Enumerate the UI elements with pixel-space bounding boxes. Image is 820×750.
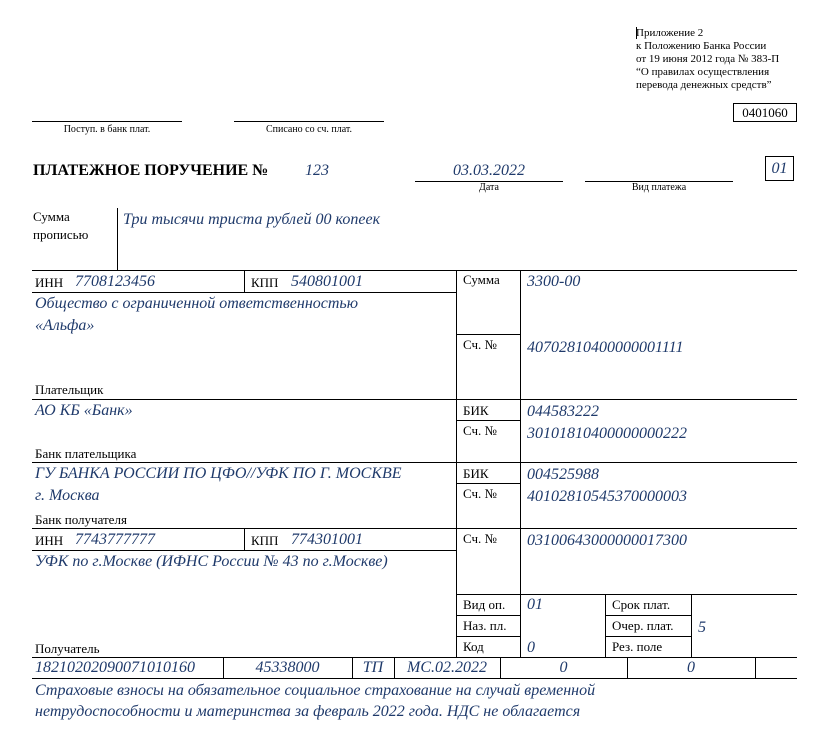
annex-line-3: от 19 июня 2012 года № 383-П: [636, 53, 780, 65]
received-line: [32, 121, 182, 122]
payer-bank-acc: 30101810400000000222: [527, 425, 687, 442]
purpose-code-label: Наз. пл.: [463, 618, 507, 633]
op-type-label: Вид оп.: [463, 597, 506, 612]
payer-bank-bik-label: БИК: [463, 403, 489, 418]
grid-line: [755, 657, 756, 678]
payer-kpp-label: КПП: [251, 275, 279, 290]
payer-account: 40702810400000001111: [527, 339, 684, 356]
grid-line: [32, 462, 797, 463]
payee-acc: 03100643000000017300: [527, 532, 687, 549]
debited-line: [234, 121, 384, 122]
grid-line: [32, 550, 456, 551]
doc-date: 03.03.2022: [453, 162, 525, 179]
kbk-value: 18210202090071010160: [35, 659, 195, 676]
amount-value: 3300-00: [527, 273, 581, 290]
payer-inn: 7708123456: [75, 273, 155, 290]
grid-line: [244, 270, 245, 292]
amount-words-divider: [117, 208, 118, 270]
received-label: Поступ. в банк плат.: [63, 124, 151, 135]
payee-bank-bik: 004525988: [527, 466, 599, 483]
grid-line: [456, 594, 797, 595]
payee-bank-name-line-1: ГУ БАНКА РОССИИ ПО ЦФО//УФК ПО Г. МОСКВЕ: [35, 465, 402, 482]
payee-inn: 7743777777: [75, 531, 155, 548]
payer-account-label: Сч. №: [463, 337, 497, 352]
grid-line: [520, 270, 521, 657]
due-date-label: Срок плат.: [612, 597, 671, 612]
payer-kpp: 540801001: [291, 273, 363, 290]
grid-line: [605, 636, 691, 637]
amount-label: Сумма: [463, 272, 500, 287]
grid-line: [32, 270, 797, 271]
code-value: 0: [527, 639, 535, 656]
grid-line: [32, 678, 797, 679]
purpose-line-2: нетрудоспособности и материнства за февраль 2022 года. НДС не облагается: [35, 703, 581, 720]
form-code-box: 0401060: [733, 103, 797, 122]
grid-line: [32, 528, 797, 529]
grid-line: [456, 270, 457, 657]
grid-line: [605, 594, 606, 657]
payee-inn-label: ИНН: [35, 533, 64, 548]
payer-bank-acc-label: Сч. №: [463, 423, 497, 438]
op-type-value: 01: [527, 596, 543, 613]
grid-line: [456, 615, 520, 616]
oktmo-value: 45338000: [255, 659, 320, 676]
priority-value: 5: [698, 619, 706, 636]
grid-line: [244, 528, 245, 550]
debited-label: Списано со сч. плат.: [265, 124, 353, 135]
purpose-line-1: Страховые взносы на обязательное социальное страхование на случай временной: [35, 682, 596, 699]
payee-label: Получатель: [35, 641, 100, 656]
code-label: Код: [463, 639, 484, 654]
annex-note: [636, 27, 779, 92]
payee-bank-bik-label: БИК: [463, 466, 489, 481]
payee-kpp-label: КПП: [251, 533, 279, 548]
payer-inn-label: ИНН: [35, 275, 64, 290]
grid-line: [456, 636, 520, 637]
payee-bank-name-line-2: г. Москва: [35, 487, 100, 504]
amount-words-label-1: Сумма: [33, 209, 70, 224]
payer-bank-label: Банк плательщика: [35, 446, 137, 461]
annex-line-4: “О правилах осуществления: [636, 66, 770, 78]
payer-bank-name: АО КБ «Банк»: [35, 402, 133, 419]
annex-line-2: к Положению Банка России: [636, 40, 767, 52]
annex-line-1: Приложение 2: [636, 27, 704, 39]
amount-words-value: Три тысячи триста рублей 00 копеек: [123, 211, 381, 228]
payee-bank-label: Банк получателя: [35, 512, 127, 527]
date-label: Дата: [479, 182, 499, 193]
payee-acc-label: Сч. №: [463, 531, 497, 546]
grid-line: [32, 657, 797, 658]
amount-words-label-2: прописью: [33, 227, 89, 242]
payer-bank-bik: 044583222: [527, 403, 599, 420]
grid-line: [605, 615, 691, 616]
payee-name: УФК по г.Москве (ИФНС России № 43 по г.Москве): [35, 553, 388, 570]
grid-line: [32, 399, 797, 400]
doc-number: 123: [305, 162, 329, 179]
payer-label: Плательщик: [35, 382, 104, 397]
grid-line: [456, 334, 520, 335]
tax-doc-date-value: 0: [687, 659, 695, 676]
payer-name-line-1: Общество с ограниченной ответственностью: [35, 295, 358, 312]
payee-kpp: 774301001: [291, 531, 363, 548]
grid-line: [32, 292, 456, 293]
payee-bank-acc-label: Сч. №: [463, 486, 497, 501]
grid-line: [691, 594, 692, 657]
grid-line: [456, 420, 520, 421]
tax-doc-number-value: 0: [559, 659, 568, 676]
payee-bank-acc: 40102810545370000003: [527, 488, 687, 505]
status-box: 01: [765, 156, 794, 181]
reserve-label: Рез. поле: [612, 639, 663, 654]
grid-line: [456, 483, 520, 484]
annex-line-5: перевода денежных средств”: [636, 79, 772, 91]
payer-name-line-2: «Альфа»: [35, 317, 95, 334]
tax-period-value: МС.02.2022: [407, 659, 487, 676]
tax-basis-value: ТП: [362, 659, 384, 676]
priority-label: Очер. плат.: [612, 618, 674, 633]
payment-type-label: Вид платежа: [631, 182, 687, 193]
doc-title: ПЛАТЕЖНОЕ ПОРУЧЕНИЕ №: [33, 162, 269, 179]
